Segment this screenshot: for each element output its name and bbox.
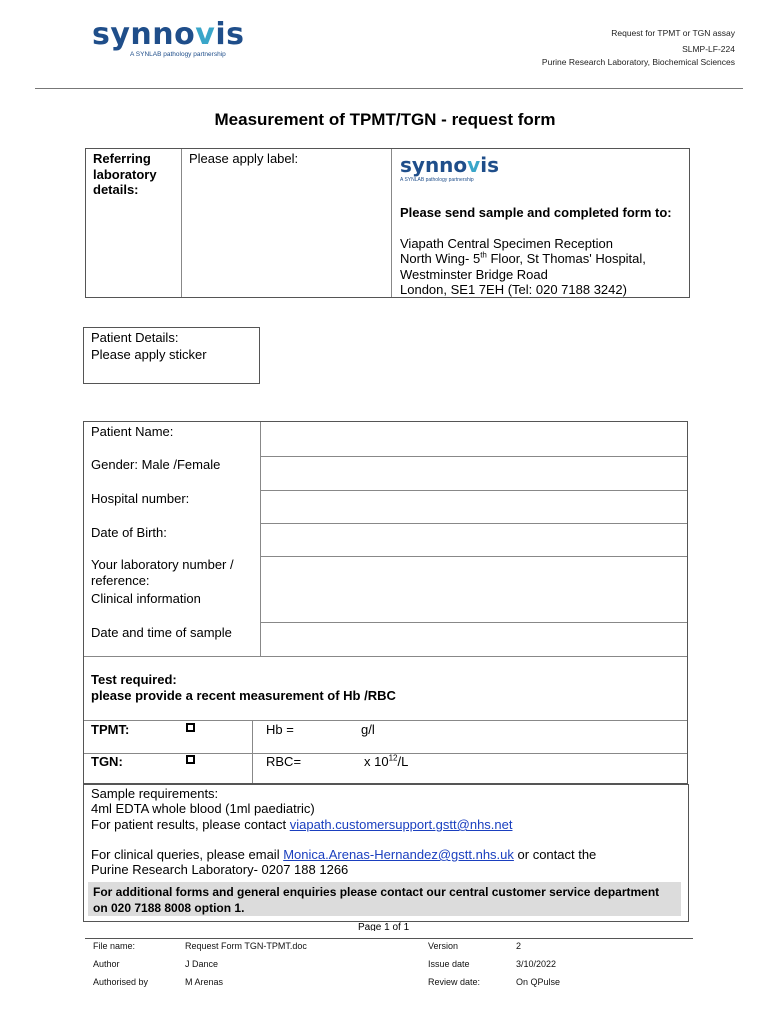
hb-unit: g/l — [361, 722, 375, 737]
page-title: Measurement of TPMT/TGN - request form — [214, 110, 556, 129]
field-gender: Gender: Male /Female — [91, 457, 221, 472]
lab-phone: Purine Research Laboratory- 0207 188 1266 — [91, 862, 349, 877]
tgn-label: TGN: — [91, 754, 123, 769]
field-lab-reference: Your laboratory number / reference: — [91, 557, 234, 588]
patient-sticker-box — [83, 327, 260, 384]
referring-table — [85, 148, 690, 298]
tpmt-checkbox[interactable] — [186, 723, 195, 732]
field-clinical-info: Clinical information — [91, 591, 201, 606]
footer-issue-label: Issue date — [428, 959, 470, 969]
patient-results-contact: For patient results, please contact viapath.customersupport.gstt@nhs.net — [91, 817, 513, 832]
sample-requirements-box — [83, 784, 689, 922]
rbc-label: RBC= — [266, 754, 302, 769]
clinical-email-link[interactable]: Monica.Arenas-Hernandez@gstt.nhs.uk — [283, 847, 514, 862]
address-line-2: North Wing- 5th Floor, St Thomas' Hospital, — [400, 250, 646, 266]
patient-fields-table — [83, 421, 688, 784]
header-lab: Purine Research Laboratory, Biochemical Sciences — [541, 57, 735, 67]
referring-label: Referring laboratory details: — [93, 151, 157, 197]
sample-datetime-input[interactable] — [260, 623, 687, 656]
address-line-4: London, SE1 7EH (Tel: 020 7188 3242) — [400, 282, 627, 297]
patient-name-input[interactable] — [260, 423, 687, 456]
field-sample-datetime: Date and time of sample — [91, 625, 232, 640]
header-rule — [35, 88, 743, 89]
enquiries-banner — [88, 882, 681, 916]
sample-requirements-heading: Sample requirements: — [91, 786, 219, 801]
apply-sticker-label: Please apply sticker — [91, 347, 207, 362]
page-number: Page 1 of 1 — [358, 922, 410, 931]
rbc-unit: x $10^{12}/L$ — [364, 753, 409, 769]
footer-file-name: Request Form TGN-TPMT.doc — [185, 941, 307, 951]
sample-volume: 4ml EDTA whole blood (1ml paediatric) — [91, 801, 315, 816]
tpmt-label: TPMT: — [91, 722, 130, 737]
send-heading: Please send sample and completed form to: — [400, 205, 672, 220]
header-line-1: Request for TPMT or TGN assay — [611, 28, 735, 38]
logo-wordmark: synnovis — [92, 17, 245, 52]
customer-support-email-link[interactable]: viapath.customersupport.gstt@nhs.net — [289, 817, 513, 832]
footer-file-name-label: File name: — [93, 941, 136, 951]
footer-authorised: M Arenas — [185, 977, 224, 987]
address-line-3: Westminster Bridge Road — [400, 267, 548, 282]
footer-review-label: Review date: — [428, 977, 481, 987]
footer-rule — [85, 938, 693, 939]
footer-version: 2 — [516, 941, 522, 951]
lab-reference-input[interactable] — [260, 557, 687, 622]
footer-authorised-label: Authorised by — [93, 977, 149, 987]
synnovis-logo — [92, 17, 245, 58]
header-doc-code: SLMP-LF-224 — [682, 44, 735, 54]
field-patient-name: Patient Name: — [91, 424, 174, 439]
gender-input[interactable] — [260, 457, 687, 490]
address-line-1: Viapath Central Specimen Reception — [400, 236, 613, 251]
small-synnovis-logo: synnovis — [400, 153, 499, 177]
footer-author: J Dance — [185, 959, 219, 969]
enquiries-text: For additional forms and general enquiries please contact our central customer service department on 020 7188 8008 option 1. — [93, 885, 660, 915]
tgn-checkbox[interactable] — [186, 755, 195, 764]
hb-label: Hb = — [266, 722, 294, 737]
patient-details-label: Patient Details: — [91, 330, 179, 345]
footer-issue-date: 3/10/2022 — [516, 959, 557, 969]
field-date-of-birth: Date of Birth: — [91, 525, 167, 540]
apply-label-text: Please apply label: — [189, 151, 299, 166]
footer-version-label: Version — [428, 941, 459, 951]
test-required-heading: Test required: — [91, 672, 177, 687]
footer-review: On QPulse — [516, 977, 561, 987]
footer-author-label: Author — [93, 959, 120, 969]
hospital-number-input[interactable] — [260, 491, 687, 523]
small-logo-tagline: A SYNLAB pathology partnership — [400, 177, 474, 183]
clinical-queries-contact: For clinical queries, please email Monica.Arenas-Hernandez@gstt.nhs.uk or contact the — [91, 847, 597, 862]
field-hospital-number: Hospital number: — [91, 491, 190, 506]
date-of-birth-input[interactable] — [260, 524, 687, 556]
logo-tagline: A SYNLAB pathology partnership — [130, 51, 226, 58]
test-required-subheading: please provide a recent measurement of Hb /RBC — [91, 688, 396, 703]
